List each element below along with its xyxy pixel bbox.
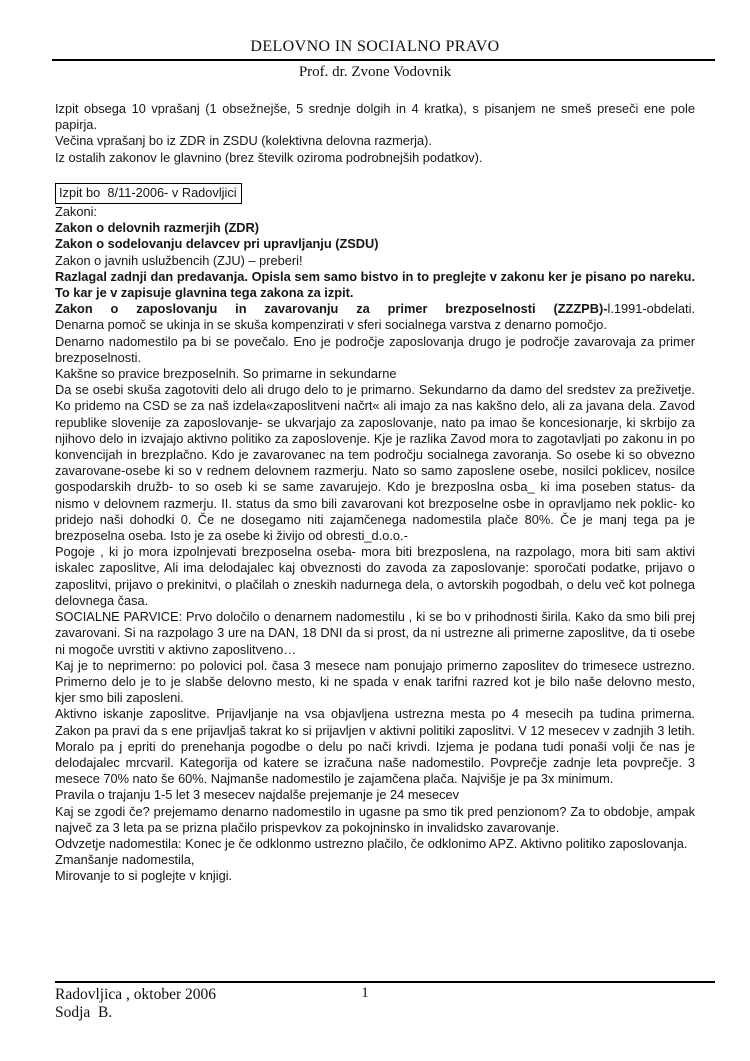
footer-row xyxy=(55,983,715,1004)
paragraph-aktivno-iskanje: Aktivno iskanje zaposlitve. Prijavljanje na vsa objavljena ustrezna mesta po 4 mesecih pa tudina primerna. Zakon pa pravi da s ene prijavljaš takrat ko si prijavljen v aktivni politiki zaposlitvi. V 12 mesecev v zadnjih 3 letih. Moralo pa j epriti do prenehanja pogodbe o delu po nači krivdi. Izjema je podana tudi ponaši volji če nas je delodajalec mrcvaril. Kategorija od katere se izračuna naše nadomestilo. Povprečje zadnje leta povprečje. 3 mesece 70% nato še 60%. Najmanše nadomestilo je zajamčena plača. Najvišje je pa 3x minimum. xyxy=(55,706,695,787)
page-number: 1 xyxy=(361,985,369,1001)
paragraph-da-se-osebi: Da se osebi skuša zagotoviti delo ali drugo delo to je primarno. Sekundarno da damo del sredstev za preživetje. Ko pridemo na CSD se za naš izdela«zaposlitveni načrt« ali imajo za nas kakšno delo, ali za javana dela. Zavod republike slovenije za zaposlovanje- se ukvarjajo za zaposlovanje, nato pa imao še koncesionarje, ki skrbijo za njihovo delo in izvajajo aktivno politiko za zaposlovenje. Kje je razlika Zavod mora to zagotavljati po zakonu in po konvencijah in brezplačno. Kdo je zavarovanec na tem področju socialnega zavoranja. So osebe ki so obvezno zavarovane-osebe ki so v rednem delovnem razmerju. Nato so samo zaposlene osebe, nosilci poklicev, nosilce gospodarskih družb- to so oseb ki se same zavarujejo. Kdo je brezposlna osba_ ki ima poseben status- da nismo v delovnem razmerju. II. status da smo bili zavarovani kot brezposelne osbe in opravljamo nek poklic- ko pridejo naši dohodki 0. Če ne dosegamo niti zajamčenega nadomestila plače 80%. Če je manj tega pa je brezposelna oseba. Isto je za osebe ki živijo od obresti_d.o.o.- xyxy=(55,382,695,544)
law-zsdu: Zakon o sodelovanju delavcev pri upravljanju (ZSDU) xyxy=(55,236,379,252)
zzzpb-law-name: Zakon o zaposlovanju in zavarovanju za primer brezposelnosti (ZZZPB)- xyxy=(55,301,608,317)
paragraph-neprimerno: Kaj je to neprimerno: po polovici pol. časa 3 mesece nam ponujajo primerno zaposlitev do trimesece ustrezno. Primerno delo je to je slabše delovno mesto, ki ne spada v enak tarifni razred kot je bilo naše delovno mesto, kjer smo bili zaposleni. xyxy=(55,657,695,706)
laws-label: Zakoni: xyxy=(55,204,97,220)
paragraph-kaksne-pravice: Kakšne so pravice brezposelnih. So primarne in sekundarne xyxy=(55,366,397,382)
document-footer xyxy=(55,981,715,1022)
paragraph-pravila-trajanje: Pravila o trajanju 1-5 let 3 mesecev najdalše prejemanje je 24 mesecev xyxy=(55,787,460,803)
document-body xyxy=(55,101,695,885)
paragraph-pogoje: Pogoje , ki jo mora izpolnjevati brezposelna oseba- mora biti brezposlena, na razpolago, mora biti sam aktivi iskalec zaposlitve, Ali ima delodajalec kaj obveznosti do zavoda za zaposlovanje: sporočati podatke, prijavo o zaposlitvi, prijavo o prekinitvi, o plačilah o zneskih nadurnega dela, o avtorskih pogodbah, o delu več kot polnega delovnega časa. xyxy=(55,544,695,608)
paragraph-mirovanje: Mirovanje to si poglejte v knjigi. xyxy=(55,868,233,884)
document-header xyxy=(0,0,750,81)
exam-date-row xyxy=(55,183,695,204)
paragraph-denarna-pomoc: Denarna pomoč se ukinja in se skuša kompenzirati v sferi socialnega varstva z denarno pomočjo. xyxy=(55,317,607,333)
law-zju: Zakon o javnih uslužbencih (ZJU) – preberi! xyxy=(55,252,303,268)
paragraph-razlagal: Razlagal zadnji dan predavanja. Opisla sem samo bistvo in to preglejte v zakonu ker je pisano po nareku. To kar je v zapisuje glavnina tega zakona za izpit. xyxy=(55,268,695,301)
paragraph-odvzetje: Odvzetje nadomestila: Konec je če odklonmo ustrezno plačilo, če odklonimo APZ. Aktivno politiko zaposlovanja. xyxy=(55,835,688,851)
paragraph-exam-sources: Večina vprašanj bo iz ZDR in ZSDU (kolektivna delovna razmerja). xyxy=(55,133,432,149)
paragraph-denarno-nadomestilo: Denarno nadomestilo pa bi se povečalo. Eno je področje zaposlovanja drugo je področje zavarovaja za primer brezposelnosti. xyxy=(55,333,695,365)
paragraph-zmansanje: Zmanšanje nadomestila, xyxy=(55,852,195,868)
paragraph-socialne-pravice: SOCIALNE PARVICE: Prvo določilo o denarnem nadomestilu , ki se bo v prihodnosti širila. Kako da smo bili prej zavarovani. Si na razpolago 3 ure na DAN, 18 DNI da si prost, da ni ustrezne ali primerne zaposlitve, da ti osebe ni mogoče uvrstiti v aktivno zaposlitveno… xyxy=(55,609,695,657)
paragraph-zzzpb xyxy=(55,301,695,317)
paragraph-kaj-se-zgodi: Kaj se zgodi če? prejemamo denarno nadomestilo in ugasne pa smo tik pred penzionom? Za to obdobje, ampak največ za 3 leta pa se prizna plačilo prispevkov za pokojninsko in invalidsko zavarovanje. xyxy=(55,803,695,835)
exam-date-box: Izpit bo 8/11-2006- v Radovljici xyxy=(55,183,242,204)
footer-place-date: Radovljica , oktober 2006 xyxy=(55,986,216,1003)
author-line: Prof. dr. Zvone Vodovnik xyxy=(298,64,452,80)
paragraph-other-laws: Iz ostalih zakonov le glavnino (brez številk oziroma podrobnejših podatkov). xyxy=(55,149,483,165)
law-zdr: Zakon o delovnih razmerjih (ZDR) xyxy=(55,220,260,236)
zzzpb-note: l.1991-obdelati. xyxy=(607,301,695,317)
footer-author: Sodja B. xyxy=(55,1004,113,1021)
title-divider xyxy=(52,59,715,61)
page-title: DELOVNO IN SOCIALNO PRAVO xyxy=(250,38,500,55)
paragraph-exam-length: Izpit obsega 10 vprašanj (1 obsežnejše, 5 srednje dolgih in 4 kratka), s pisanjem ne smeš preseči ene pole papirja. xyxy=(55,101,695,133)
